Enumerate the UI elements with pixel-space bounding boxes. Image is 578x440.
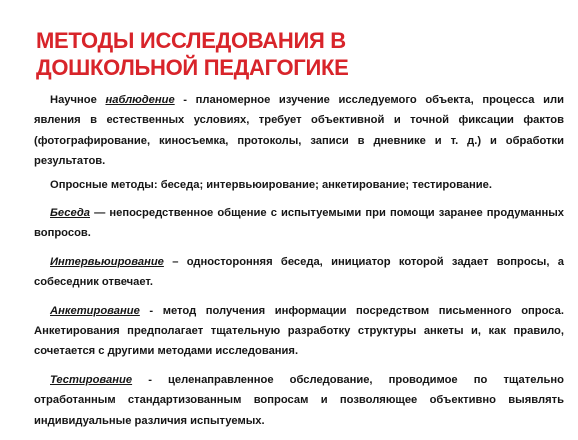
slide-title-line-1: МЕТОДЫ ИССЛЕДОВАНИЯ В [36, 28, 346, 53]
paragraph-questionnaire [34, 301, 564, 362]
paragraph-observation [34, 90, 564, 172]
term-testing: Тестирование [50, 373, 133, 386]
observation-lead: Научное [50, 94, 97, 106]
testing-definition: - целенаправленное обследование, проводимое по тщательно отработанным стандартизованным вопросам и позволяющее объективно выявлять индивидуальные различия испытуемых. [34, 373, 564, 427]
conversation-definition: — непосредственное общение с испытуемыми при помощи заранее продуманных вопросов. [34, 207, 564, 240]
paragraph-testing [34, 370, 564, 431]
term-conversation: Беседа [50, 207, 90, 220]
paragraph-conversation [34, 203, 564, 244]
term-interview: Интервьюирование [50, 255, 164, 268]
slide-title [36, 27, 349, 81]
slide-body [34, 90, 564, 434]
observation-definition: - планомерное изучение исследуемого объекта, процесса или явления в естественных условиях, требует объективной и точной фиксации фактов (фотографирование, киносъемка, протоколы, записи в дневнике и т. д.) и обработки результатов. [34, 94, 565, 168]
slide-title-line-2: ДОШКОЛЬНОЙ ПЕДАГОГИКЕ [36, 55, 349, 80]
term-observation: наблюдение [105, 94, 175, 106]
survey-methods-text: Опросные методы: беседа; интервьюирование; анкетирование; тестирование. [50, 178, 492, 191]
questionnaire-definition: - метод получения информации посредством письменного опроса. Анкетирования предполагает тщательную разработку структуры анкеты и, как правило, сочетается с другими методами исследования. [34, 304, 564, 358]
paragraph-survey-methods [34, 175, 564, 195]
interview-definition: – односторонняя беседа, инициатор которой задает вопросы, а собеседник отвечает. [34, 255, 564, 289]
term-questionnaire: Анкетирование [50, 304, 140, 317]
paragraph-interview [34, 252, 564, 293]
